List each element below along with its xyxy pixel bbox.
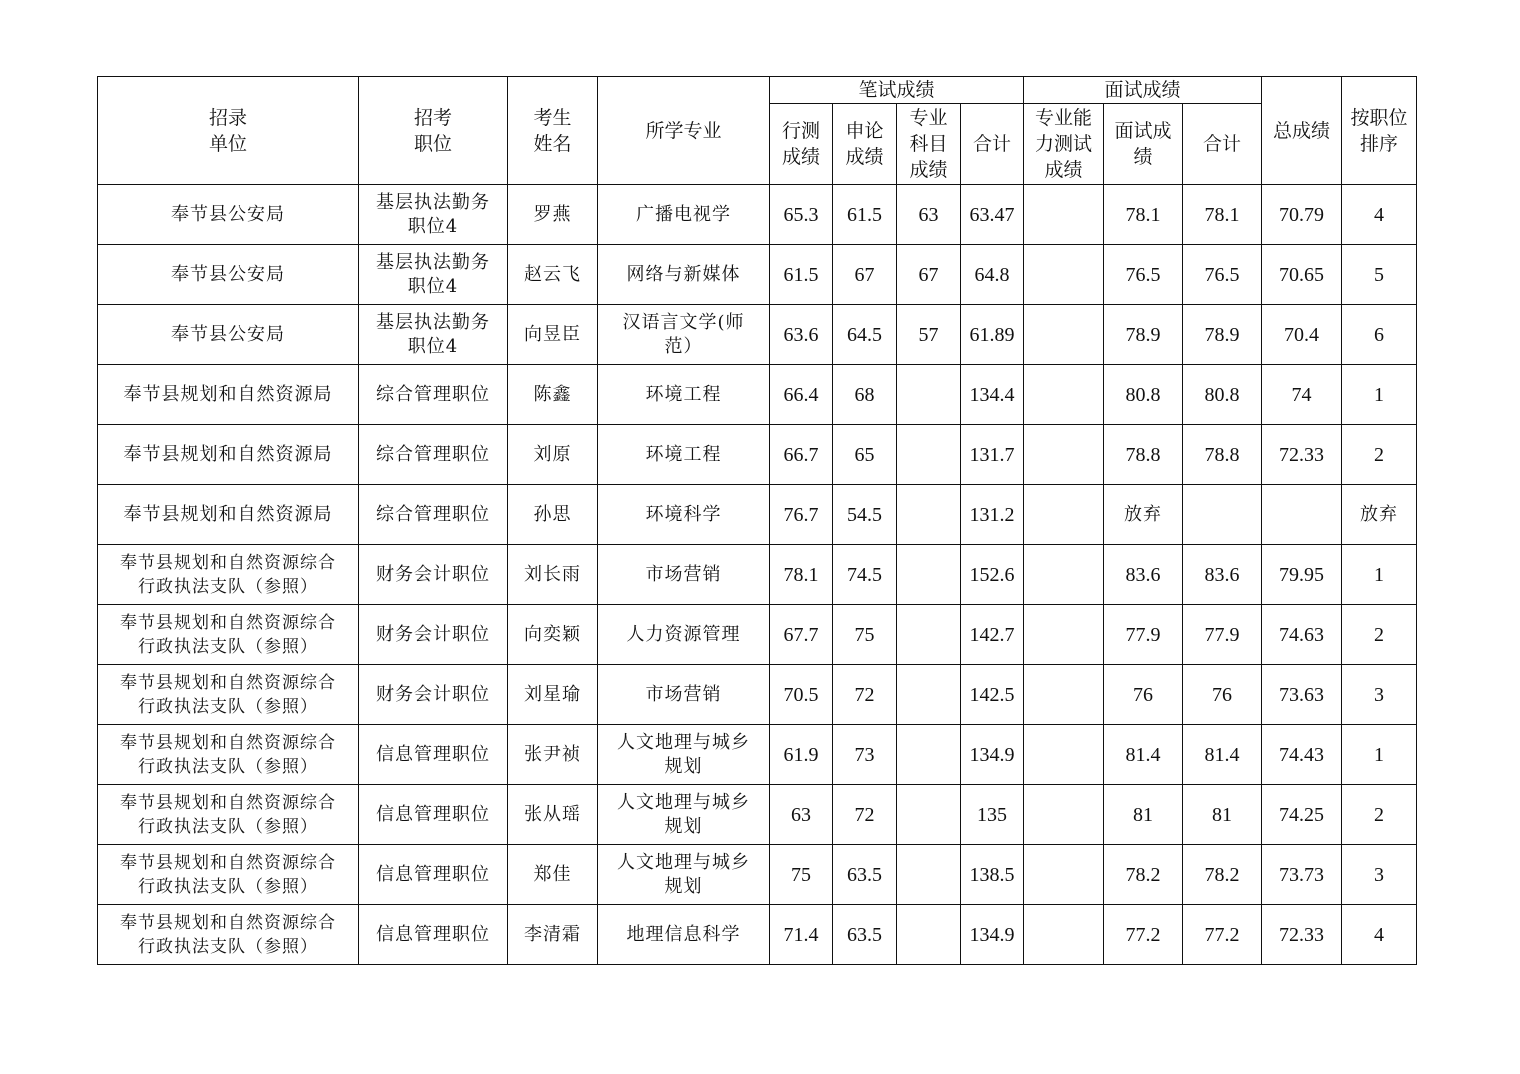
header-unit: 招录 单位 <box>98 77 359 185</box>
cell-major: 环境工程 <box>598 365 770 425</box>
table-row <box>98 365 1417 425</box>
cell-interview: 80.8 <box>1104 365 1183 425</box>
cell-major: 人文地理与城乡 规划 <box>598 725 770 785</box>
cell-total: 73.63 <box>1262 665 1342 725</box>
cell-subject <box>897 725 961 785</box>
table-row <box>98 425 1417 485</box>
table-body <box>98 185 1417 965</box>
cell-name: 李清霜 <box>508 905 598 965</box>
cell-interview: 77.9 <box>1104 605 1183 665</box>
cell-position: 基层执法勤务 职位4 <box>359 185 508 245</box>
cell-xingce: 71.4 <box>770 905 833 965</box>
cell-position: 信息管理职位 <box>359 845 508 905</box>
cell-interview-total: 76 <box>1183 665 1262 725</box>
cell-total: 74.43 <box>1262 725 1342 785</box>
cell-major: 市场营销 <box>598 545 770 605</box>
cell-ability <box>1024 905 1104 965</box>
cell-name: 张从瑶 <box>508 785 598 845</box>
cell-position: 信息管理职位 <box>359 905 508 965</box>
cell-ability <box>1024 605 1104 665</box>
cell-unit: 奉节县规划和自然资源综合 行政执法支队（参照） <box>98 905 359 965</box>
cell-subject <box>897 605 961 665</box>
table-row <box>98 185 1417 245</box>
cell-subject <box>897 545 961 605</box>
header-rank: 按职位 排序 <box>1342 77 1417 185</box>
cell-total: 70.4 <box>1262 305 1342 365</box>
cell-written-total: 142.7 <box>961 605 1024 665</box>
cell-name: 向奕颖 <box>508 605 598 665</box>
cell-total: 74.63 <box>1262 605 1342 665</box>
cell-written-total: 63.47 <box>961 185 1024 245</box>
cell-ability <box>1024 785 1104 845</box>
cell-rank: 2 <box>1342 425 1417 485</box>
cell-position: 信息管理职位 <box>359 785 508 845</box>
cell-major: 网络与新媒体 <box>598 245 770 305</box>
table-row <box>98 605 1417 665</box>
cell-written-total: 134.4 <box>961 365 1024 425</box>
table-row <box>98 245 1417 305</box>
cell-interview: 81.4 <box>1104 725 1183 785</box>
cell-shenlun: 63.5 <box>833 905 897 965</box>
table-row <box>98 485 1417 545</box>
header-xingce: 行测 成绩 <box>770 104 833 185</box>
cell-shenlun: 64.5 <box>833 305 897 365</box>
cell-unit: 奉节县规划和自然资源综合 行政执法支队（参照） <box>98 725 359 785</box>
cell-ability <box>1024 185 1104 245</box>
cell-unit: 奉节县规划和自然资源综合 行政执法支队（参照） <box>98 665 359 725</box>
cell-position: 财务会计职位 <box>359 605 508 665</box>
cell-unit: 奉节县规划和自然资源综合 行政执法支队（参照） <box>98 545 359 605</box>
cell-subject <box>897 845 961 905</box>
cell-interview: 78.8 <box>1104 425 1183 485</box>
header-interview-total: 合计 <box>1183 104 1262 185</box>
cell-unit: 奉节县规划和自然资源综合 行政执法支队（参照） <box>98 845 359 905</box>
cell-subject: 63 <box>897 185 961 245</box>
cell-interview: 81 <box>1104 785 1183 845</box>
cell-ability <box>1024 845 1104 905</box>
table-row <box>98 665 1417 725</box>
cell-rank: 1 <box>1342 545 1417 605</box>
cell-xingce: 70.5 <box>770 665 833 725</box>
cell-subject: 67 <box>897 245 961 305</box>
cell-written-total: 134.9 <box>961 905 1024 965</box>
cell-rank: 1 <box>1342 725 1417 785</box>
cell-interview: 78.9 <box>1104 305 1183 365</box>
cell-rank: 1 <box>1342 365 1417 425</box>
cell-shenlun: 61.5 <box>833 185 897 245</box>
cell-interview-total: 76.5 <box>1183 245 1262 305</box>
cell-shenlun: 54.5 <box>833 485 897 545</box>
cell-xingce: 65.3 <box>770 185 833 245</box>
cell-rank: 3 <box>1342 665 1417 725</box>
header-interview-group: 面试成绩 <box>1024 77 1262 104</box>
cell-shenlun: 75 <box>833 605 897 665</box>
header-subject: 专业 科目 成绩 <box>897 104 961 185</box>
table-header <box>98 77 1417 185</box>
header-shenlun: 申论 成绩 <box>833 104 897 185</box>
cell-major: 人力资源管理 <box>598 605 770 665</box>
cell-ability <box>1024 245 1104 305</box>
table-row <box>98 905 1417 965</box>
cell-ability <box>1024 485 1104 545</box>
cell-written-total: 142.5 <box>961 665 1024 725</box>
table-row <box>98 785 1417 845</box>
cell-interview-total: 78.9 <box>1183 305 1262 365</box>
cell-position: 综合管理职位 <box>359 485 508 545</box>
header-total: 总成绩 <box>1262 77 1342 185</box>
cell-total: 70.65 <box>1262 245 1342 305</box>
cell-position: 基层执法勤务 职位4 <box>359 305 508 365</box>
cell-interview-total: 78.1 <box>1183 185 1262 245</box>
cell-name: 陈鑫 <box>508 365 598 425</box>
table-row <box>98 545 1417 605</box>
cell-interview-total: 80.8 <box>1183 365 1262 425</box>
cell-name: 向昱臣 <box>508 305 598 365</box>
cell-rank: 放弃 <box>1342 485 1417 545</box>
header-ability: 专业能 力测试 成绩 <box>1024 104 1104 185</box>
cell-xingce: 61.5 <box>770 245 833 305</box>
cell-name: 赵云飞 <box>508 245 598 305</box>
cell-ability <box>1024 545 1104 605</box>
cell-shenlun: 72 <box>833 785 897 845</box>
table-row <box>98 305 1417 365</box>
cell-name: 郑佳 <box>508 845 598 905</box>
cell-total: 74 <box>1262 365 1342 425</box>
cell-ability <box>1024 305 1104 365</box>
cell-interview-total <box>1183 485 1262 545</box>
cell-interview-total: 78.2 <box>1183 845 1262 905</box>
cell-written-total: 131.2 <box>961 485 1024 545</box>
cell-name: 刘长雨 <box>508 545 598 605</box>
cell-ability <box>1024 425 1104 485</box>
cell-subject <box>897 665 961 725</box>
cell-shenlun: 74.5 <box>833 545 897 605</box>
cell-rank: 4 <box>1342 905 1417 965</box>
table-row <box>98 725 1417 785</box>
cell-interview: 放弃 <box>1104 485 1183 545</box>
cell-total: 79.95 <box>1262 545 1342 605</box>
cell-major: 市场营销 <box>598 665 770 725</box>
header-major: 所学专业 <box>598 77 770 185</box>
cell-subject <box>897 905 961 965</box>
cell-interview: 78.2 <box>1104 845 1183 905</box>
cell-major: 汉语言文学(师 范） <box>598 305 770 365</box>
cell-name: 刘星瑜 <box>508 665 598 725</box>
cell-subject <box>897 485 961 545</box>
cell-subject <box>897 425 961 485</box>
score-table <box>97 76 1417 965</box>
cell-name: 罗燕 <box>508 185 598 245</box>
cell-written-total: 61.89 <box>961 305 1024 365</box>
cell-written-total: 152.6 <box>961 545 1024 605</box>
cell-written-total: 64.8 <box>961 245 1024 305</box>
cell-interview-total: 77.2 <box>1183 905 1262 965</box>
cell-shenlun: 65 <box>833 425 897 485</box>
cell-shenlun: 68 <box>833 365 897 425</box>
cell-subject <box>897 785 961 845</box>
cell-subject <box>897 365 961 425</box>
cell-xingce: 63.6 <box>770 305 833 365</box>
cell-position: 综合管理职位 <box>359 365 508 425</box>
cell-unit: 奉节县公安局 <box>98 245 359 305</box>
header-interview: 面试成 绩 <box>1104 104 1183 185</box>
cell-interview-total: 78.8 <box>1183 425 1262 485</box>
cell-major: 地理信息科学 <box>598 905 770 965</box>
cell-interview-total: 83.6 <box>1183 545 1262 605</box>
cell-rank: 3 <box>1342 845 1417 905</box>
cell-total <box>1262 485 1342 545</box>
header-written-total: 合计 <box>961 104 1024 185</box>
cell-unit: 奉节县规划和自然资源局 <box>98 365 359 425</box>
cell-major: 环境科学 <box>598 485 770 545</box>
cell-shenlun: 67 <box>833 245 897 305</box>
cell-total: 73.73 <box>1262 845 1342 905</box>
cell-rank: 6 <box>1342 305 1417 365</box>
cell-interview: 77.2 <box>1104 905 1183 965</box>
cell-interview: 76 <box>1104 665 1183 725</box>
cell-position: 基层执法勤务 职位4 <box>359 245 508 305</box>
cell-rank: 2 <box>1342 785 1417 845</box>
cell-position: 综合管理职位 <box>359 425 508 485</box>
cell-interview-total: 81 <box>1183 785 1262 845</box>
header-name: 考生 姓名 <box>508 77 598 185</box>
cell-xingce: 67.7 <box>770 605 833 665</box>
cell-total: 72.33 <box>1262 905 1342 965</box>
cell-major: 环境工程 <box>598 425 770 485</box>
cell-major: 人文地理与城乡 规划 <box>598 785 770 845</box>
cell-name: 张尹祯 <box>508 725 598 785</box>
cell-written-total: 131.7 <box>961 425 1024 485</box>
cell-position: 财务会计职位 <box>359 545 508 605</box>
cell-interview: 83.6 <box>1104 545 1183 605</box>
cell-shenlun: 72 <box>833 665 897 725</box>
cell-xingce: 78.1 <box>770 545 833 605</box>
cell-written-total: 135 <box>961 785 1024 845</box>
cell-rank: 4 <box>1342 185 1417 245</box>
cell-name: 刘原 <box>508 425 598 485</box>
cell-xingce: 66.7 <box>770 425 833 485</box>
cell-unit: 奉节县公安局 <box>98 185 359 245</box>
cell-xingce: 75 <box>770 845 833 905</box>
cell-position: 信息管理职位 <box>359 725 508 785</box>
cell-unit: 奉节县规划和自然资源局 <box>98 425 359 485</box>
cell-total: 74.25 <box>1262 785 1342 845</box>
cell-shenlun: 63.5 <box>833 845 897 905</box>
cell-ability <box>1024 665 1104 725</box>
table-row <box>98 845 1417 905</box>
cell-unit: 奉节县规划和自然资源综合 行政执法支队（参照） <box>98 785 359 845</box>
cell-name: 孙思 <box>508 485 598 545</box>
cell-interview-total: 77.9 <box>1183 605 1262 665</box>
cell-rank: 5 <box>1342 245 1417 305</box>
cell-position: 财务会计职位 <box>359 665 508 725</box>
cell-written-total: 138.5 <box>961 845 1024 905</box>
cell-xingce: 63 <box>770 785 833 845</box>
cell-unit: 奉节县规划和自然资源局 <box>98 485 359 545</box>
cell-rank: 2 <box>1342 605 1417 665</box>
cell-interview-total: 81.4 <box>1183 725 1262 785</box>
cell-shenlun: 73 <box>833 725 897 785</box>
cell-unit: 奉节县规划和自然资源综合 行政执法支队（参照） <box>98 605 359 665</box>
cell-major: 广播电视学 <box>598 185 770 245</box>
cell-xingce: 76.7 <box>770 485 833 545</box>
cell-ability <box>1024 725 1104 785</box>
cell-unit: 奉节县公安局 <box>98 305 359 365</box>
cell-xingce: 61.9 <box>770 725 833 785</box>
cell-total: 70.79 <box>1262 185 1342 245</box>
cell-interview: 76.5 <box>1104 245 1183 305</box>
cell-total: 72.33 <box>1262 425 1342 485</box>
cell-major: 人文地理与城乡 规划 <box>598 845 770 905</box>
cell-written-total: 134.9 <box>961 725 1024 785</box>
cell-xingce: 66.4 <box>770 365 833 425</box>
cell-ability <box>1024 365 1104 425</box>
header-written-group: 笔试成绩 <box>770 77 1024 104</box>
header-position: 招考 职位 <box>359 77 508 185</box>
cell-interview: 78.1 <box>1104 185 1183 245</box>
cell-subject: 57 <box>897 305 961 365</box>
